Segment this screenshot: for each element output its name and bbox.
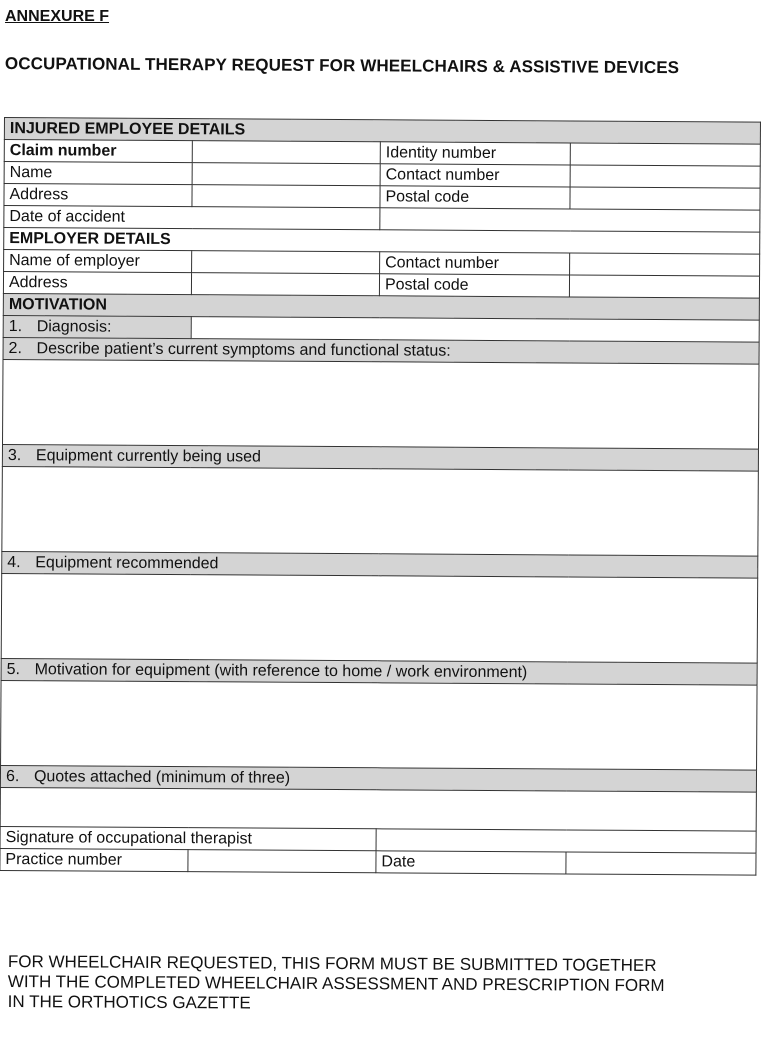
employer-contact-field[interactable]: [570, 253, 760, 276]
footer-line: IN THE ORTHOTICS GAZETTE: [7, 991, 251, 1013]
date-field[interactable]: [566, 852, 756, 875]
footer-note: [8, 952, 748, 1017]
diagnosis-label: [3, 315, 191, 338]
date-label: Date: [376, 851, 566, 874]
row-quotes-field: [0, 787, 756, 831]
item-number: 5.: [6, 660, 21, 678]
item-number: 1.: [8, 317, 23, 335]
form-title: OCCUPATIONAL THERAPY REQUEST FOR WHEELCHAIRS & ASSISTIVE DEVICES: [4, 54, 680, 78]
item-number: 2.: [8, 339, 22, 357]
employer-postal-label: Postal code: [379, 274, 569, 297]
equipment-recommended-field[interactable]: [1, 573, 758, 663]
motivation-header: MOTIVATION: [3, 293, 759, 320]
employee-address-label: Address: [4, 184, 192, 207]
item-label: Motivation for equipment (with reference to home / work environment): [34, 660, 528, 681]
practice-number-field[interactable]: [188, 850, 376, 873]
item-label: Equipment currently being used: [35, 446, 262, 466]
row-symptoms-field: [2, 359, 759, 449]
item-label: Equipment recommended: [35, 553, 219, 572]
identity-number-label: Identity number: [380, 142, 570, 165]
claim-number-label: Claim number: [4, 140, 192, 163]
employer-name-label: Name of employer: [4, 250, 192, 273]
employee-address-field[interactable]: [192, 185, 380, 208]
practice-number-label: Practice number: [0, 848, 188, 871]
employee-name-label: Name: [4, 162, 192, 185]
date-of-accident-label: Date of accident: [4, 206, 380, 230]
motivation-equipment-field[interactable]: [1, 680, 758, 770]
employer-name-field[interactable]: [192, 251, 380, 274]
request-form: [0, 117, 760, 876]
employer-contact-label: Contact number: [380, 252, 570, 275]
symptoms-field[interactable]: [2, 359, 759, 449]
item-label: Diagnosis:: [36, 317, 112, 336]
footer-line: FOR WHEELCHAIR REQUESTED, THIS FORM MUST BE SUBMITTED TOGETHER: [7, 952, 657, 975]
footer-line: WITH THE COMPLETED WHEELCHAIR ASSESSMENT AND PRESCRIPTION FORM: [7, 971, 665, 996]
employee-header: INJURED EMPLOYEE DETAILS: [4, 118, 760, 145]
quotes-field[interactable]: [0, 787, 756, 831]
annexure-label: ANNEXURE F: [5, 8, 110, 25]
row-motivation-equipment-field: [1, 680, 758, 770]
identity-number-field[interactable]: [570, 143, 760, 166]
row-practice: [0, 848, 756, 875]
employer-header: EMPLOYER DETAILS: [4, 228, 760, 255]
employer-address-label: Address: [3, 272, 191, 295]
item-label: Quotes attached (minimum of three): [33, 767, 291, 787]
date-of-accident-field[interactable]: [380, 208, 760, 232]
item-label: Describe patient’s current symptoms and functional status:: [36, 339, 451, 360]
employer-postal-field[interactable]: [569, 275, 759, 298]
form-table: [0, 117, 761, 876]
item-number: 6.: [5, 767, 20, 785]
row-equipment-current-field: [2, 466, 759, 556]
employer-address-field[interactable]: [191, 273, 379, 296]
row-equipment-recommended-field: [1, 573, 758, 663]
employee-postal-field[interactable]: [570, 187, 760, 210]
item-number: 4.: [7, 553, 21, 571]
claim-number-field[interactable]: [192, 141, 380, 164]
employee-postal-label: Postal code: [380, 186, 570, 209]
item-number: 3.: [7, 446, 22, 464]
equipment-current-field[interactable]: [2, 466, 759, 556]
employee-contact-label: Contact number: [380, 164, 570, 187]
employee-name-field[interactable]: [192, 163, 380, 186]
signature-field[interactable]: [376, 829, 756, 853]
signature-label: Signature of occupational therapist: [0, 826, 376, 850]
employee-contact-field[interactable]: [570, 165, 760, 188]
